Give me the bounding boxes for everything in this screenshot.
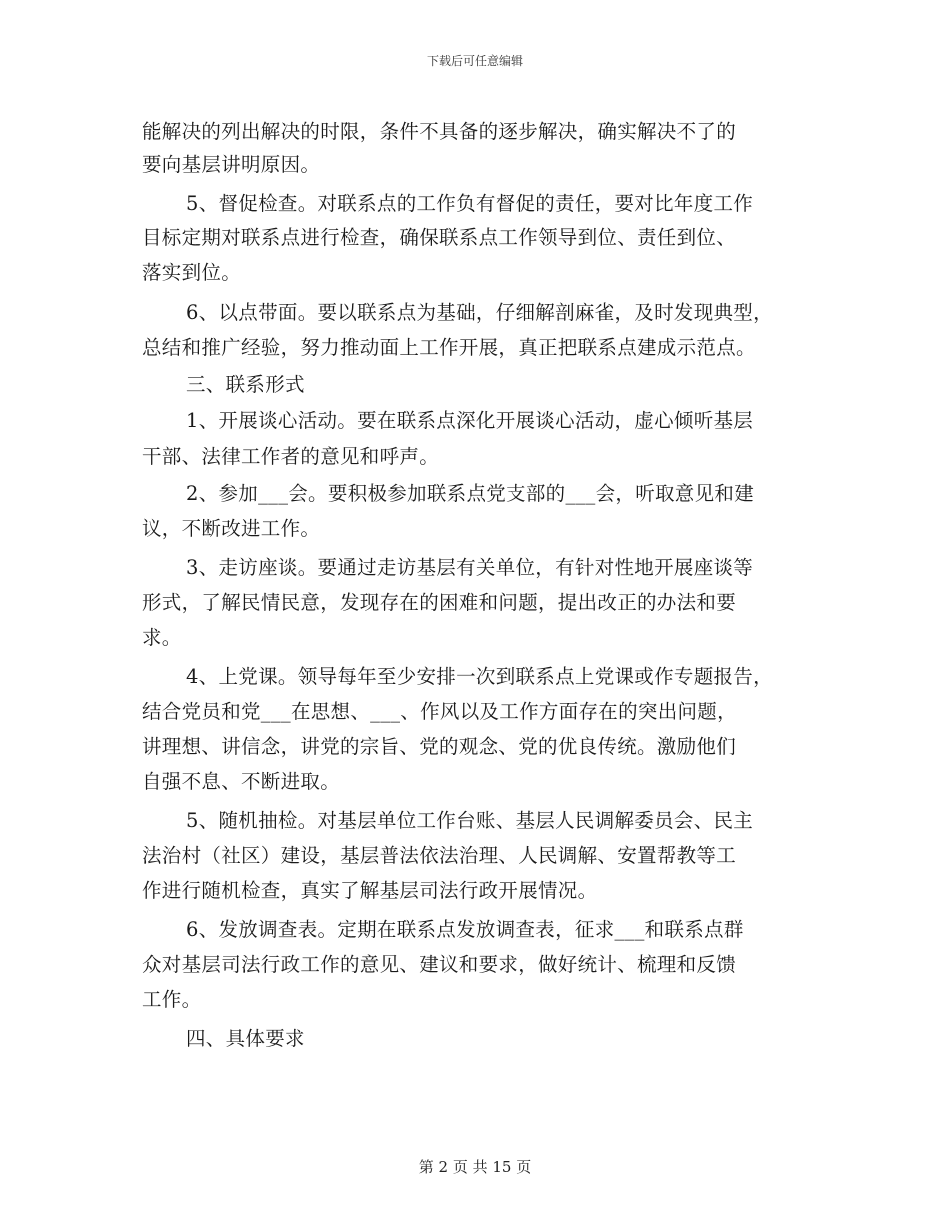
text-line: 5、督促检查。对联系点的工作负有督促的责任，要对比年度工作	[186, 192, 754, 215]
text-line: 能解决的列出解决的时限，条件不具备的逐步解决，确实解决不了的	[142, 120, 737, 143]
text-line: 法治村（社区）建设，基层普法依法治理、人民调解、安置帮教等工	[142, 844, 737, 867]
page-footer: 第 2 页 共 15 页	[418, 1158, 532, 1176]
text-line: 1、开展谈心活动。要在联系点深化开展谈心活动，虚心倾听基层	[186, 409, 754, 432]
text-line: 5、随机抽检。对基层单位工作台账、基层人民调解委员会、民主	[186, 809, 754, 832]
text-line: 6、以点带面。要以联系点为基础，仔细解剖麻雀，及时发现典型，	[186, 301, 773, 324]
text-line: 总结和推广经验，努力推动面上工作开展，真正把联系点建成示范点。	[142, 336, 756, 359]
text-line: 2、参加___会。要积极参加联系点党支部的___会，听取意见和建	[186, 482, 755, 505]
text-line: 4、上党课。领导每年至少安排一次到联系点上党课或作专题报告，	[186, 665, 773, 688]
page-header: 下载后可任意编辑	[426, 54, 523, 68]
text-line: 目标定期对联系点进行检查，确保联系点工作领导到位、责任到位、	[142, 226, 737, 249]
text-line: 要向基层讲明原因。	[142, 153, 321, 176]
text-line: 形式，了解民情民意，发现存在的困难和问题，提出改正的办法和要	[142, 591, 737, 614]
section-heading: 三、联系形式	[186, 373, 305, 396]
text-line: 求。	[142, 626, 182, 649]
text-line: 自强不息、不断进取。	[142, 770, 341, 793]
text-line: 讲理想、讲信念，讲党的宗旨、党的观念、党的优良传统。激励他们	[142, 735, 737, 758]
text-line: 议，不断改进工作。	[142, 517, 321, 540]
text-line: 6、发放调查表。定期在联系点发放调查表，征求___和联系点群	[186, 918, 744, 941]
text-line: 落实到位。	[142, 261, 242, 284]
section-heading: 四、具体要求	[186, 1027, 305, 1050]
text-line: 作进行随机检查，真实了解基层司法行政开展情况。	[142, 879, 598, 902]
text-line: 结合党员和党___在思想、___、作风以及工作方面存在的突出问题，	[142, 700, 737, 723]
text-line: 工作。	[142, 988, 202, 1011]
text-line: 3、走访座谈。要通过走访基层有关单位，有针对性地开展座谈等	[186, 556, 754, 579]
text-line: 众对基层司法行政工作的意见、建议和要求，做好统计、梳理和反馈	[142, 953, 737, 976]
text-line: 干部、法律工作者的意见和呼声。	[142, 445, 440, 468]
